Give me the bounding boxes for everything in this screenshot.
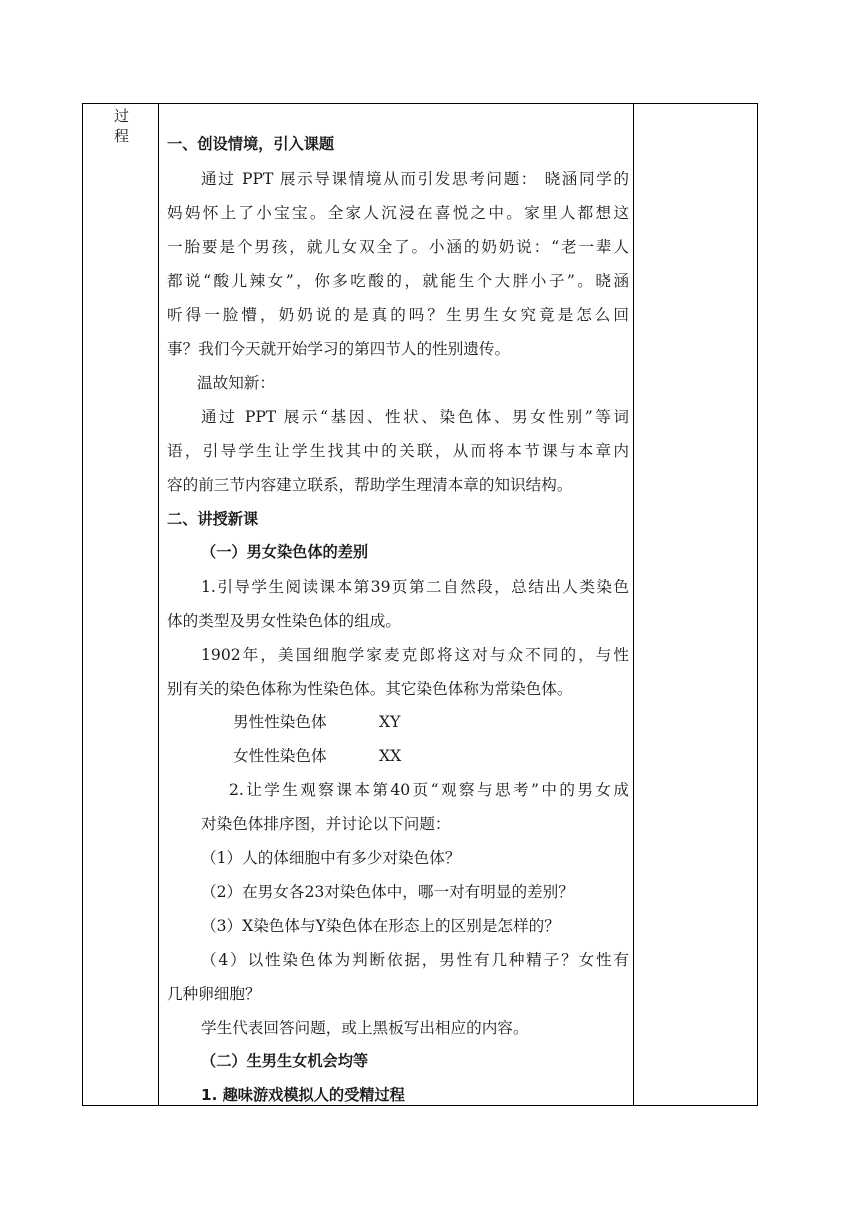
paragraph-line: 事？我们今天就开始学习的第四节人的性别遗传。 — [167, 340, 511, 358]
paragraph-line: 容的前三节内容建立联系，帮助学生理清本章的知识结构。 — [167, 476, 573, 494]
paragraph-line: 通过 PPT 展示导课情境从而引发思考问题： 晓涵同学的 — [201, 170, 629, 188]
review-title: 温故知新： — [197, 374, 275, 392]
paragraph-line: 1902年，美国细胞学家麦克郎将这对与众不同的，与性 — [201, 646, 629, 664]
paragraph-line: 语，引导学生让学生找其中的关联，从而将本节课与本章内 — [167, 442, 629, 460]
question-3: （3）X染色体与Y染色体在形态上的区别是怎样的？ — [201, 917, 560, 935]
question-1: （1）人的体细胞中有多少对染色体？ — [201, 849, 461, 867]
paragraph-line: 对染色体排序图，并讨论以下问题： — [201, 815, 451, 833]
chromosome-name: 男性性染色体 — [233, 713, 327, 731]
subheading-1: （一）男女染色体的差别 — [201, 543, 369, 561]
paragraph-line: 别有关的染色体称为性染色体。其它染色体称为常染色体。 — [167, 680, 573, 698]
paragraph-line: 妈妈怀上了小宝宝。全家人沉浸在喜悦之中。家里人都想这 — [167, 204, 629, 222]
paragraph-line: 都说“酸儿辣女”，你多吃酸的，就能生个大胖小子”。晓涵 — [167, 272, 629, 290]
paragraph-line: 1.引导学生阅读课本第39页第二自然段，总结出人类染色 — [201, 578, 629, 596]
lesson-table — [82, 103, 758, 1106]
paragraph-line: 2.让学生观察课本第40页“观察与思考”中的男女成 — [229, 781, 629, 799]
chromosome-name: 女性性染色体 — [233, 747, 327, 765]
answer-line: 学生代表回答问题，或上黑板写出相应的内容。 — [201, 1019, 529, 1037]
section-label-cell — [83, 104, 158, 146]
subheading-2: （二）生男生女机会均等 — [201, 1052, 369, 1070]
section-label-char: 程 — [113, 127, 129, 145]
paragraph-line: 通过 PPT 展示“基因、性状、染色体、男女性别”等词 — [201, 408, 629, 426]
column-divider — [158, 104, 159, 1105]
column-divider — [633, 104, 634, 1105]
heading-section-2: 二、讲授新课 — [167, 510, 259, 528]
paragraph-line: 体的类型及男女性染色体的组成。 — [167, 612, 401, 630]
section-label-char: 过 — [113, 107, 129, 125]
question-4: （4）以性染色体为判断依据，男性有几种精子？女性有 — [201, 951, 629, 969]
question-2: （2）在男女各23对染色体中，哪一对有明显的差别？ — [201, 883, 574, 901]
heading-section-1: 一、创设情境，引入课题 — [167, 135, 335, 153]
chromosome-value: XY — [379, 713, 401, 731]
chromosome-value: XX — [379, 747, 402, 765]
paragraph-line: 一胎要是个男孩，就儿女双全了。小涵的奶奶说：“老一辈人 — [167, 238, 629, 256]
paragraph-line: 听得一脸懵，奶奶说的是真的吗？生男生女究竟是怎么回 — [167, 306, 629, 324]
list-item: 1. 趣味游戏模拟人的受精过程 — [201, 1086, 405, 1104]
question-4-cont: 几种卵细胞？ — [167, 985, 261, 1003]
